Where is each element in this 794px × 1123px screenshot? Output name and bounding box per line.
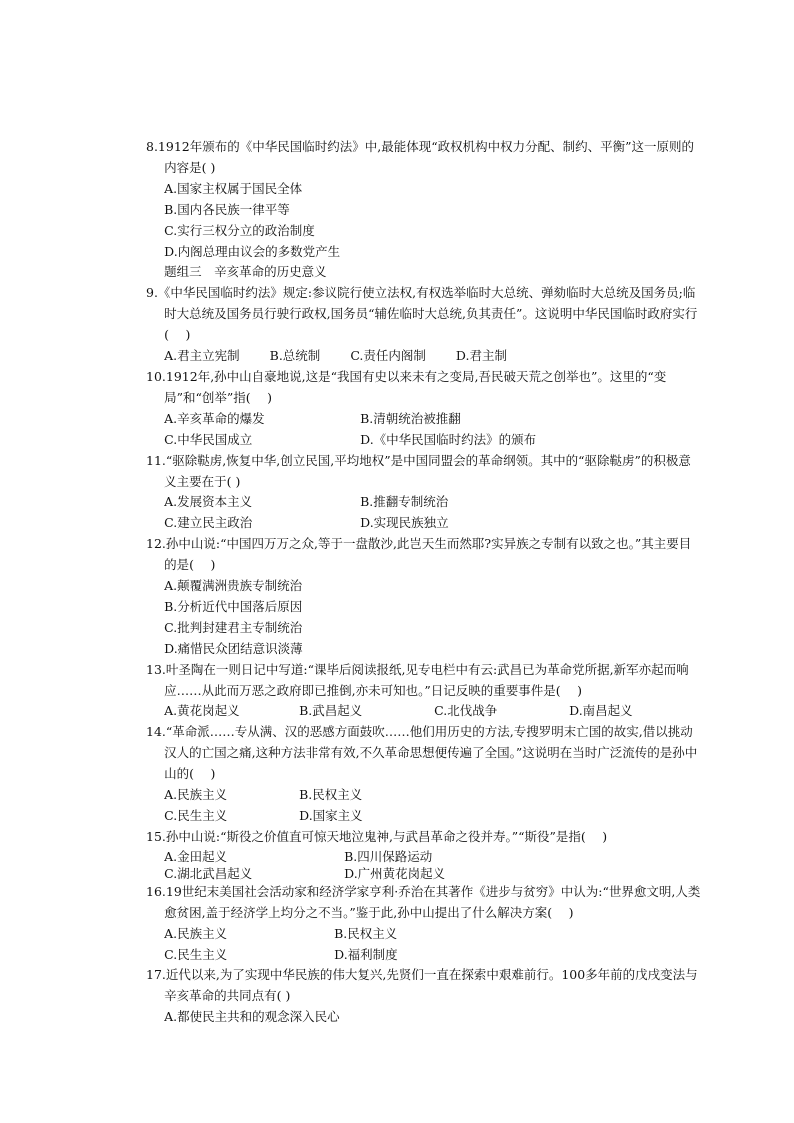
option-d: D.广州黄花岗起义 (344, 865, 446, 881)
question-stem: 17.近代以来,为了实现中华民族的伟大复兴,先贤们一直在探索中艰难前行。100多年前的戊戌变法与辛亥革命的共同点有( ) (146, 967, 698, 1004)
group-title: 题组三 辛亥革命的历史意义 (164, 264, 327, 280)
option-b: B.四川保路运动 (344, 848, 433, 864)
option-list (146, 492, 702, 534)
option-b: B.国内各民族一律平等 (164, 201, 290, 217)
exam-page (146, 137, 702, 1028)
option-a: A.黄花岗起义 (164, 703, 240, 719)
option-c: C.中华民国成立 (164, 431, 253, 447)
option-c: C.责任内阁制 (350, 348, 426, 364)
option-list (146, 785, 702, 827)
option-a: A.颠覆满洲贵族专制统治 (164, 578, 303, 594)
option-list (146, 179, 702, 263)
question-stem: 12.孙中山说:“中国四万万之众,等于一盘散沙,此岂天生而然耶?实异族之专制有以致之也。”其主要目的是( ) (146, 536, 692, 573)
option-a: A.都使民主共和的观念深入民心 (164, 1009, 340, 1025)
option-a: A.民族主义 (164, 925, 228, 941)
question-stem: 11.“驱除鞑虏,恢复中华,创立民国,平均地权”是中国同盟会的革命纲领。其中的“驱除鞑虏”的积极意义主要在于( ) (146, 452, 691, 489)
question-11 (146, 451, 702, 535)
option-d: D.南昌起义 (569, 703, 633, 719)
option-b: B.民权主义 (299, 787, 363, 803)
question-16 (146, 882, 702, 966)
option-d: D.福利制度 (334, 946, 398, 962)
question-10 (146, 367, 702, 451)
option-c: C.民生主义 (164, 946, 228, 962)
option-list (146, 346, 702, 367)
option-c: C.建立民主政治 (164, 515, 253, 531)
option-b: B.总统制 (269, 348, 321, 364)
option-b: B.民权主义 (334, 925, 398, 941)
option-d: D.内阁总理由议会的多数党产生 (164, 243, 341, 259)
question-8 (146, 137, 702, 262)
option-d: D.实现民族独立 (360, 515, 449, 531)
question-13 (146, 660, 702, 723)
option-b: B.清朝统治被推翻 (360, 410, 461, 426)
question-stem: 14.“革命派……专从满、汉的恶感方面鼓吹……他们用历史的方法,专搜罗明末亡国的故实,借以挑动汉人的亡国之痛,这种方法非常有效,不久革命思想便传遍了全国。”这说明在当时广泛流传的是孙中山的( ) (146, 724, 698, 782)
option-a: A.民族主义 (164, 787, 228, 803)
option-d: D.国家主义 (299, 808, 363, 823)
question-stem: 9.《中华民国临时约法》规定:参议院行使立法权,有权选举临时大总统、弹劾临时大总统及国务员;临时大总统及国务员行驶行政权,国务员“辅佐临时大总统,负其责任”。这说明中华民国临时政府实行( ) (146, 285, 698, 343)
option-list (146, 924, 702, 966)
option-c: C.北伐战争 (434, 703, 498, 719)
question-14 (146, 722, 702, 827)
question-12 (146, 534, 702, 659)
question-stem: 15.孙中山说:“斯役之价值直可惊天地泣鬼神,与武昌革命之役并寿。”“斯役”是指( ) (146, 828, 608, 844)
option-d: D.痛惜民众团结意识淡薄 (164, 640, 303, 656)
question-stem: 16.19世纪末美国社会活动家和经济学家亨利·乔治在其著作《进步与贫穷》中认为:“世界愈文明,人类愈贫困,盖于经济学上均分之不当。”鉴于此,孙中山提出了什么解决方案( ) (146, 883, 701, 920)
question-9 (146, 283, 702, 367)
question-stem: 8.1912年颁布的《中华民国临时约法》中,最能体现“政权机构中权力分配、制约、平衡”这一原则的内容是( ) (146, 139, 694, 175)
option-a: A.发展资本主义 (164, 494, 253, 510)
option-d: D.君主制 (455, 348, 507, 364)
question-stem: 13.叶圣陶在一则日记中写道:“课毕后阅读报纸,见专电栏中有云:武昌已为革命党所据,新军亦起而响应……从此而万恶之政府即已推倒,亦未可知也。”日记反映的重要事件是( ) (146, 661, 689, 698)
option-c: C.湖北武昌起义 (164, 865, 253, 881)
option-c: C.实行三权分立的政治制度 (164, 222, 315, 238)
option-c: C.民生主义 (164, 808, 228, 823)
option-list (146, 576, 702, 660)
option-a: A.国家主权属于国民全体 (164, 180, 303, 196)
option-a: A.金田起义 (164, 848, 228, 864)
option-a: A.辛亥革命的爆发 (164, 410, 265, 426)
option-b: B.武昌起义 (299, 703, 363, 719)
question-stem: 10.1912年,孙中山自豪地说,这是“我国有史以来未有之变局,吾民破天荒之创举也”。这里的“变局”和“创举”指( ) (146, 368, 667, 405)
option-list (146, 409, 702, 451)
option-list (146, 701, 702, 722)
option-b: B.推翻专制统治 (360, 494, 449, 510)
option-a: A.君主立宪制 (164, 348, 240, 364)
option-list (146, 848, 702, 882)
option-c: C.批判封建君主专制统治 (164, 619, 303, 635)
question-15 (146, 827, 702, 882)
question-17 (146, 965, 702, 1028)
option-b: B.分析近代中国落后原因 (164, 598, 303, 614)
option-d: D.《中华民国临时约法》的颁布 (360, 431, 537, 447)
option-list (146, 1007, 702, 1028)
